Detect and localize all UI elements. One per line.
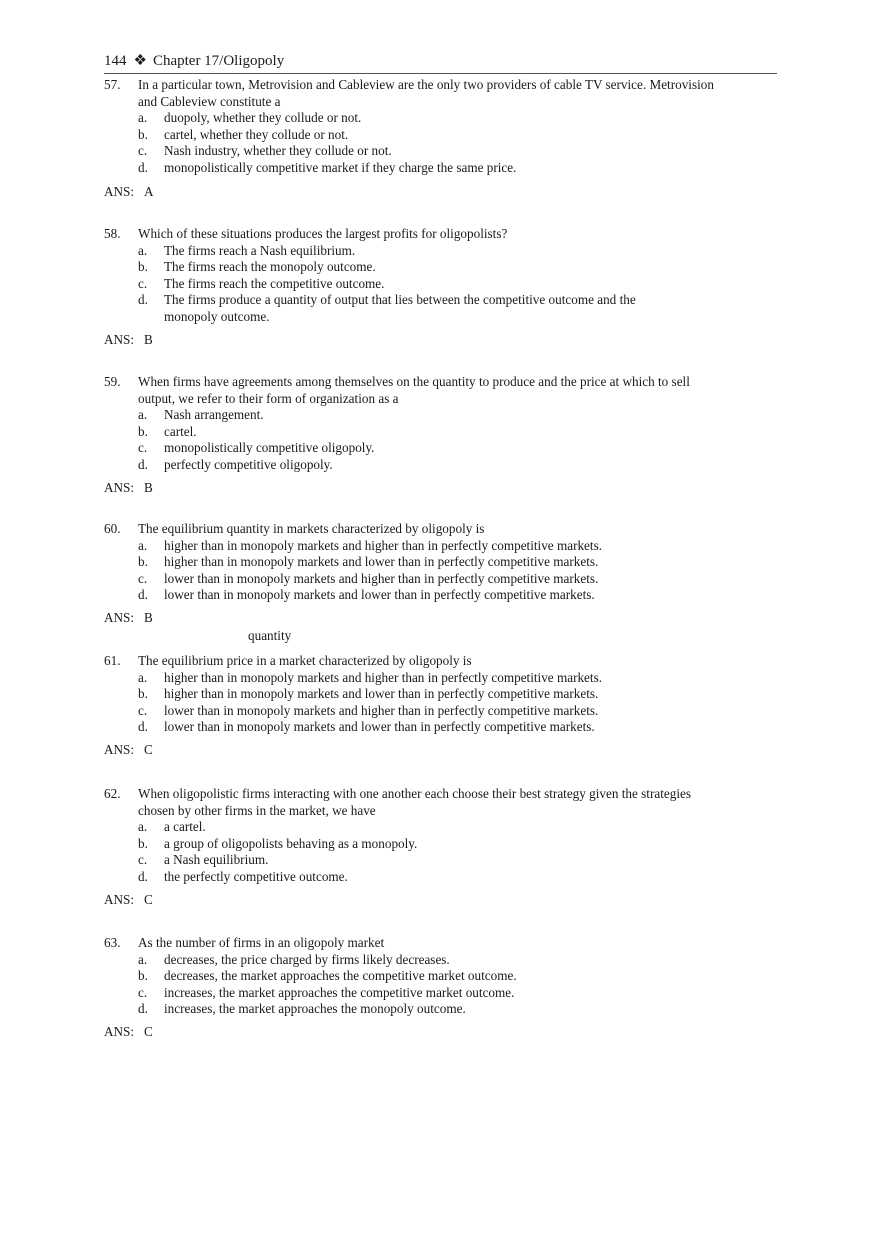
question-stem: In a particular town, Metrovision and Cableview are the only two providers of cable TV service. Metrovision bbox=[138, 77, 714, 92]
question-63 bbox=[104, 935, 784, 1018]
answer-option: d. monopolistically competitive market if they charge the same price. bbox=[138, 159, 517, 175]
question-stem: When oligopolistic firms interacting with one another each choose their best strategy given the strategies bbox=[138, 786, 691, 801]
answer-option: b. cartel. bbox=[138, 423, 197, 439]
question-number: 59. bbox=[104, 374, 121, 389]
answer-key: ANS: B bbox=[104, 332, 153, 347]
question-62 bbox=[104, 786, 784, 886]
question-stem: chosen by other firms in the market, we have bbox=[138, 802, 376, 818]
question-number: 58. bbox=[104, 226, 121, 241]
answer-option: d. perfectly competitive oligopoly. bbox=[138, 456, 333, 472]
answer-option: a. higher than in monopoly markets and higher than in perfectly competitive markets. bbox=[138, 537, 602, 553]
question-61 bbox=[104, 653, 784, 736]
question-stem: When firms have agreements among themselves on the quantity to produce and the price at which to sell bbox=[138, 374, 690, 389]
answer-option: a. Nash arrangement. bbox=[138, 407, 264, 423]
answer-option: d. The firms produce a quantity of output that lies between the competitive outcome and the bbox=[138, 292, 636, 308]
answer-value: C bbox=[144, 892, 153, 907]
answer-key: ANS: C bbox=[104, 1024, 153, 1039]
question-stem: output, we refer to their form of organization as a bbox=[138, 390, 399, 406]
answer-option: b. The firms reach the monopoly outcome. bbox=[138, 259, 376, 275]
question-stem: The equilibrium quantity in markets characterized by oligopoly is bbox=[138, 521, 485, 536]
diamond-separator-icon: ❖ bbox=[133, 53, 147, 69]
page-header bbox=[104, 52, 777, 74]
question-57 bbox=[104, 77, 784, 177]
answer-option: b. higher than in monopoly markets and lower than in perfectly competitive markets. bbox=[138, 686, 599, 702]
answer-option: a. The firms reach a Nash equilibrium. bbox=[138, 242, 356, 258]
question-60 bbox=[104, 521, 784, 604]
answer-option-continuation: monopoly outcome. bbox=[164, 308, 270, 324]
answer-key: ANS: A bbox=[104, 184, 154, 199]
answer-key: ANS: B bbox=[104, 610, 153, 625]
answer-option: b. decreases, the market approaches the competitive market outcome. bbox=[138, 968, 517, 984]
question-stem: As the number of firms in an oligopoly market bbox=[138, 935, 385, 950]
question-number: 57. bbox=[104, 77, 121, 92]
answer-value: C bbox=[144, 742, 153, 757]
answer-option: a. higher than in monopoly markets and higher than in perfectly competitive markets. bbox=[138, 669, 602, 685]
answer-option: a. duopoly, whether they collude or not. bbox=[138, 110, 362, 126]
answer-key: ANS: C bbox=[104, 892, 153, 907]
answer-option: b. a group of oligopolists behaving as a monopoly. bbox=[138, 835, 418, 851]
question-59 bbox=[104, 374, 784, 474]
answer-option: b. higher than in monopoly markets and lower than in perfectly competitive markets. bbox=[138, 554, 599, 570]
answer-key: ANS: B bbox=[104, 480, 153, 495]
answer-option: c. The firms reach the competitive outcome. bbox=[138, 275, 385, 291]
answer-option: c. lower than in monopoly markets and higher than in perfectly competitive markets. bbox=[138, 570, 599, 586]
chapter-title: Chapter 17/Oligopoly bbox=[152, 53, 285, 69]
answer-option: a. a cartel. bbox=[138, 819, 206, 835]
answer-option: c. lower than in monopoly markets and higher than in perfectly competitive markets. bbox=[138, 702, 599, 718]
answer-value: B bbox=[144, 332, 153, 347]
question-number: 61. bbox=[104, 653, 121, 668]
question-stem: The equilibrium price in a market characterized by oligopoly is bbox=[138, 653, 472, 668]
answer-value: A bbox=[144, 184, 154, 199]
answer-option: d. the perfectly competitive outcome. bbox=[138, 868, 348, 884]
question-stem: and Cableview constitute a bbox=[138, 93, 281, 109]
question-number: 62. bbox=[104, 786, 121, 801]
answer-value: C bbox=[144, 1024, 153, 1039]
answer-option: c. a Nash equilibrium. bbox=[138, 852, 269, 868]
question-58 bbox=[104, 226, 784, 326]
answer-option: d. lower than in monopoly markets and lower than in perfectly competitive markets. bbox=[138, 587, 595, 603]
answer-option: d. lower than in monopoly markets and lower than in perfectly competitive markets. bbox=[138, 719, 595, 735]
answer-option: c. Nash industry, whether they collude or not. bbox=[138, 143, 392, 159]
answer-value: B bbox=[144, 480, 153, 495]
answer-option: d. increases, the market approaches the monopoly outcome. bbox=[138, 1001, 466, 1017]
answer-value: B bbox=[144, 610, 153, 625]
answer-option: c. monopolistically competitive oligopoly. bbox=[138, 440, 375, 456]
question-stem: Which of these situations produces the largest profits for oligopolists? bbox=[138, 226, 508, 241]
answer-option: a. decreases, the price charged by firms likely decreases. bbox=[138, 951, 450, 967]
stray-word: quantity bbox=[248, 628, 292, 643]
answer-option: c. increases, the market approaches the competitive market outcome. bbox=[138, 984, 515, 1000]
question-number: 63. bbox=[104, 935, 121, 950]
question-number: 60. bbox=[104, 521, 121, 536]
answer-key: ANS: C bbox=[104, 742, 153, 757]
answer-option: b. cartel, whether they collude or not. bbox=[138, 126, 349, 142]
page-number: 144 bbox=[104, 53, 127, 69]
